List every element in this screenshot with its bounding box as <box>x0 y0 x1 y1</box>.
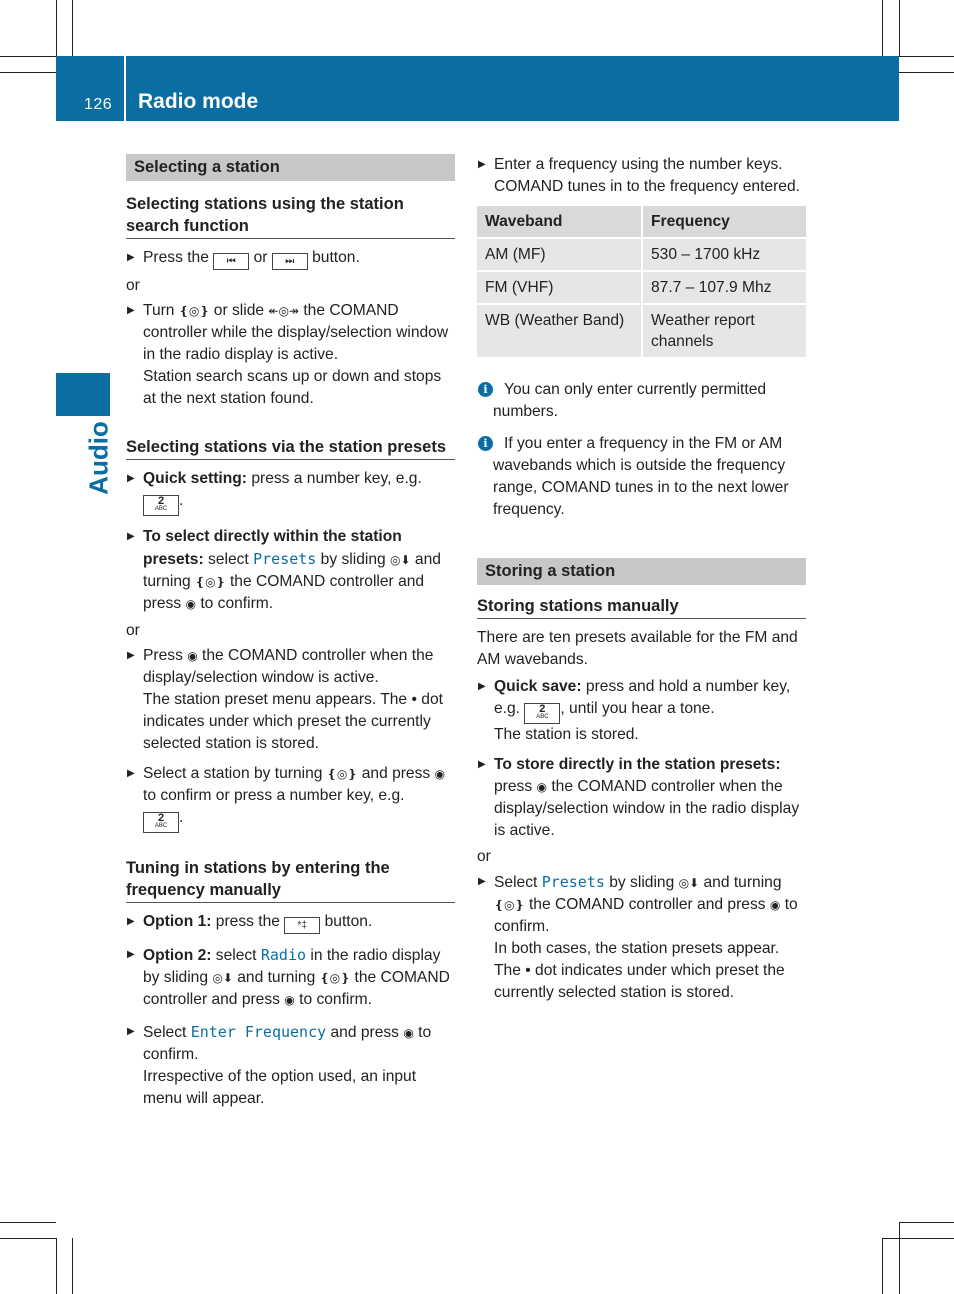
table-cell: Weather report channels <box>642 304 806 357</box>
instruction-item: ▶ Option 2: select Radio in the radio display by sliding ◎⬇ and turning ❴◎❵ the COMAND controller and press ◉ to confirm. <box>126 944 455 1011</box>
star-key-icon: *‡ <box>284 917 320 934</box>
item-note: In both cases, the station presets appear. <box>494 940 780 957</box>
info-note: i You can only enter currently permitted numbers. <box>477 379 806 423</box>
number-key-2-icon: 2 ABC <box>143 812 179 833</box>
number-key-2-icon: 2 ABC <box>143 495 179 516</box>
table-cell: FM (VHF) <box>477 271 642 304</box>
instruction-item: ▶ Press the ⏮ or ⏭ button. <box>126 247 455 270</box>
crop-mark <box>0 56 56 57</box>
frequency-table <box>477 206 806 357</box>
info-icon: i <box>478 436 493 451</box>
crop-mark <box>72 1238 73 1294</box>
page-title: Radio mode <box>138 90 259 113</box>
table-header: Waveband <box>477 206 642 238</box>
crop-mark <box>882 0 883 56</box>
table-cell: WB (Weather Band) <box>477 304 642 357</box>
header-divider <box>124 56 126 121</box>
item-note: COMAND tunes in to the frequency entered. <box>494 178 800 195</box>
or-text: or <box>477 848 491 865</box>
crop-mark <box>899 1222 900 1294</box>
table-row <box>477 304 806 357</box>
item-note: Irrespective of the option used, an input menu will appear. <box>143 1068 417 1107</box>
or-text: or <box>126 277 140 294</box>
right-column <box>477 154 806 1004</box>
controller-press-icon: ◉ <box>434 767 446 781</box>
crop-mark <box>0 1238 56 1239</box>
crop-mark <box>882 1238 883 1294</box>
section-title: Selecting a station <box>126 154 455 181</box>
controller-slide-down-icon: ◎⬇ <box>212 971 233 985</box>
table-cell: AM (MF) <box>477 238 642 271</box>
instruction-item: ▶ Turn ❴◎❵ or slide ↞◎↠ the COMAND controller while the display/selection window in the radio display is active. Station search scans up or down and stops at the next station found. <box>126 300 455 410</box>
controller-press-icon: ◉ <box>187 649 198 663</box>
controller-press-icon: ◉ <box>403 1026 414 1040</box>
subheading: Selecting stations using the station search function <box>126 193 455 239</box>
table-row <box>477 238 806 271</box>
left-column <box>126 154 455 1110</box>
info-note: i If you enter a frequency in the FM or AM wavebands which is outside the frequency range, COMAND tunes in to the next lower frequency. <box>477 433 806 521</box>
subheading: Tuning in stations by entering the frequency manually <box>126 857 455 903</box>
instruction-item: ▶ Quick save: press and hold a number key, e.g. 2 ABC , until you hear a tone. The station is stored. <box>477 676 806 746</box>
crop-mark <box>899 0 900 56</box>
instruction-item: ▶ To select directly within the station presets: select Presets by sliding ◎⬇ and turning ❴◎❵ the COMAND controller and press ◉ to confirm. <box>126 526 455 615</box>
crop-mark <box>899 72 954 73</box>
controller-turn-icon: ❴◎❵ <box>319 971 351 985</box>
paragraph: There are ten presets available for the FM and AM wavebands. <box>477 629 798 668</box>
item-note: The • dot indicates under which preset the currently selected station is stored. <box>494 962 785 1001</box>
instruction-item: ▶ To store directly in the station presets: press ◉ the COMAND controller when the display/selection window in the radio display is active. <box>477 754 806 842</box>
controller-press-icon: ◉ <box>284 993 295 1007</box>
page-number: 126 <box>84 96 113 113</box>
item-note: The station preset menu appears. The • dot indicates under which preset the currently selected station is stored. <box>143 691 443 752</box>
table-row <box>477 271 806 304</box>
crop-mark <box>899 56 954 57</box>
menu-item-presets: Presets <box>541 873 605 891</box>
controller-press-icon: ◉ <box>536 780 547 794</box>
preset-dot-icon: • <box>411 691 417 708</box>
side-tab-marker <box>56 373 110 416</box>
crop-mark <box>0 1222 56 1223</box>
controller-turn-icon: ❴◎❵ <box>326 767 358 781</box>
instruction-item: ▶ Select a station by turning ❴◎❵ and press ◉ to confirm or press a number key, e.g. 2 ABC . <box>126 763 455 833</box>
controller-turn-icon: ❴◎❵ <box>195 575 226 589</box>
skip-forward-key-icon: ⏭ <box>272 253 308 270</box>
controller-slide-icon: ↞◎↠ <box>268 304 299 318</box>
table-cell: 87.7 – 107.9 Mhz <box>642 271 806 304</box>
section-title: Storing a station <box>477 558 806 585</box>
subheading: Storing stations manually <box>477 595 806 619</box>
instruction-item: ▶ Quick setting: press a number key, e.g. 2 ABC . <box>126 468 455 516</box>
menu-item-presets: Presets <box>253 550 317 568</box>
or-text: or <box>126 622 140 639</box>
menu-item-radio: Radio <box>260 946 307 964</box>
number-key-2-icon: 2 ABC <box>524 703 560 724</box>
table-header-row <box>477 206 806 238</box>
subheading: Selecting stations via the station presets <box>126 436 455 460</box>
controller-turn-icon: ❴◎❵ <box>494 898 525 912</box>
controller-press-icon: ◉ <box>185 597 196 611</box>
controller-slide-down-icon: ◎⬇ <box>390 553 411 567</box>
side-tab-label: Audio <box>83 421 114 495</box>
crop-mark <box>56 1238 57 1294</box>
crop-mark <box>899 1222 954 1223</box>
crop-mark <box>0 72 56 73</box>
controller-slide-down-icon: ◎⬇ <box>678 876 700 890</box>
info-icon: i <box>478 382 493 397</box>
crop-mark <box>72 0 73 56</box>
instruction-item: ▶ Press ◉ the COMAND controller when the display/selection window is active. The station preset menu appears. The • dot indicates under which preset the currently selected station is stored. <box>126 645 455 755</box>
menu-item-enter-frequency: Enter Frequency <box>190 1023 327 1041</box>
controller-press-icon: ◉ <box>769 898 781 912</box>
instruction-item: ▶ Option 1: press the *‡ button. <box>126 911 455 934</box>
instruction-item: ▶ Enter a frequency using the number keys. COMAND tunes in to the frequency entered. <box>477 154 806 198</box>
table-header: Frequency <box>642 206 806 238</box>
item-note: Station search scans up or down and stops at the next station found. <box>143 368 442 407</box>
preset-dot-icon: • <box>525 962 531 979</box>
instruction-item: ▶ Select Presets by sliding ◎⬇ and turning ❴◎❵ the COMAND controller and press ◉ to confirm. In both cases, the station presets appear. The • dot indicates under which preset the currently selected station is stored. <box>477 871 806 1004</box>
instruction-item: ▶ Select Enter Frequency and press ◉ to confirm. Irrespective of the option used, an input menu will appear. <box>126 1021 455 1110</box>
skip-back-key-icon: ⏮ <box>213 253 249 270</box>
crop-mark <box>56 0 57 56</box>
controller-turn-icon: ❴◎❵ <box>178 304 210 318</box>
crop-mark <box>882 1238 954 1239</box>
table-cell: 530 – 1700 kHz <box>642 238 806 271</box>
item-note: The station is stored. <box>494 726 639 743</box>
